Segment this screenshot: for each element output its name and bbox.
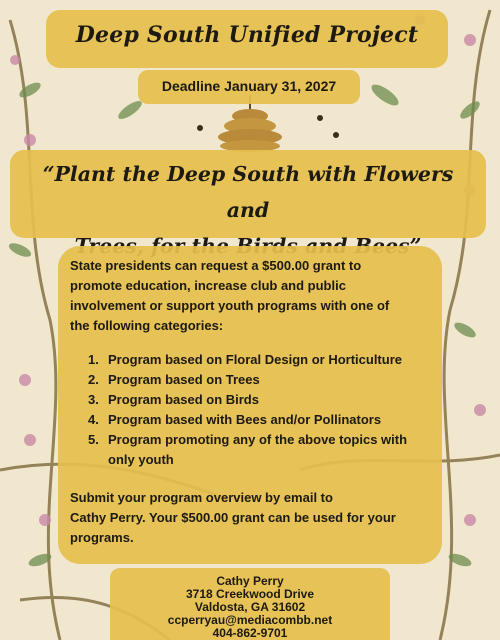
intro-line: promote education, increase club and public	[70, 278, 346, 293]
submission-instructions	[70, 488, 432, 548]
deadline-banner	[138, 70, 360, 104]
intro-line: State presidents can request a $500.00 grant to	[70, 258, 362, 273]
list-item: 4. Program based with Bees and/or Pollinators	[88, 412, 382, 427]
grant-intro	[70, 256, 432, 336]
project-title: Deep South Unified Project	[75, 22, 419, 48]
outro-line: Submit your program overview by email to	[70, 490, 333, 505]
intro-line: involvement or support youth programs with one of	[70, 298, 390, 313]
deadline-text: Deadline January 31, 2027	[161, 78, 337, 94]
contact-phone: 404-862-9701	[212, 626, 288, 640]
contact-city: Valdosta, GA 31602	[194, 600, 306, 614]
contact-email[interactable]: ccperryau@mediacombb.net	[167, 613, 333, 627]
grant-details-panel	[58, 246, 442, 564]
outro-line: Cathy Perry. Your $500.00 grant can be used for your	[70, 510, 396, 525]
list-item: 3. Program based on Birds	[88, 392, 259, 407]
list-item: 1. Program based on Floral Design or Horticulture	[88, 352, 402, 367]
contact-name: Cathy Perry	[216, 574, 284, 588]
intro-line: the following categories:	[70, 318, 224, 333]
theme-banner	[10, 150, 486, 238]
theme-line: “Plant the Deep South with Flowers and	[42, 162, 454, 222]
list-item: 5. Program promoting any of the above topics with only youth	[88, 432, 408, 467]
title-banner	[46, 10, 448, 68]
outro-line: programs.	[70, 530, 134, 545]
contact-street: 3718 Creekwood Drive	[185, 587, 315, 601]
contact-panel	[110, 568, 390, 640]
list-item: 2. Program based on Trees	[88, 372, 260, 387]
category-list	[70, 350, 432, 470]
